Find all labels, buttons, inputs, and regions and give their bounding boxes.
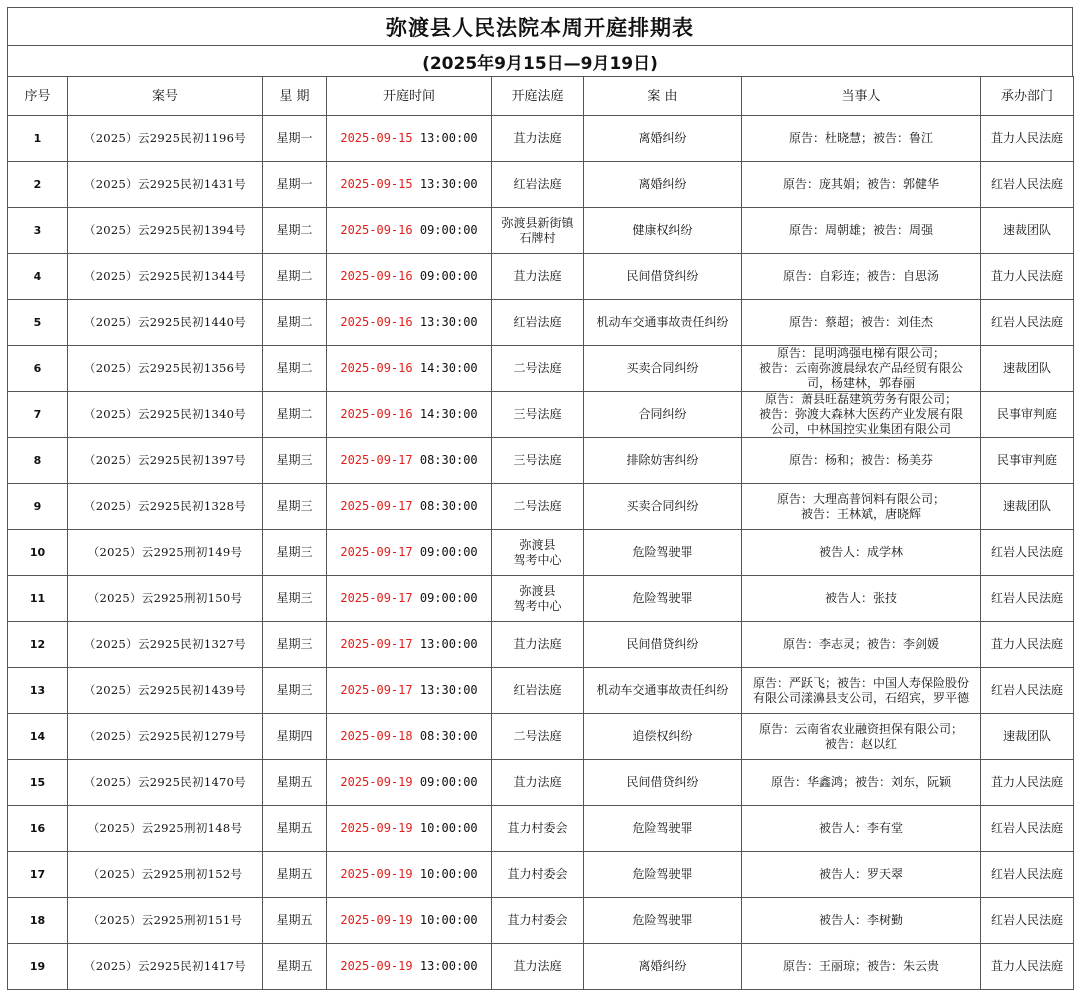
case-number: （2025）云2925刑初149号 (68, 530, 263, 576)
hearing-time (327, 806, 492, 852)
hearing-clock: 08:30:00 (419, 499, 478, 513)
case-cause: 离婚纠纷 (584, 162, 742, 208)
case-cause: 危险驾驶罪 (584, 576, 742, 622)
department: 民事审判庭 (981, 438, 1074, 484)
parties: 被告人：成学林 (742, 530, 981, 576)
hearing-date: 2025-09-19 (340, 867, 413, 881)
case-cause: 机动车交通事故责任纠纷 (584, 668, 742, 714)
parties: 被告人：李树勤 (742, 898, 981, 944)
table-row (8, 208, 1074, 254)
hearing-date: 2025-09-17 (340, 683, 413, 697)
table-row (8, 116, 1074, 162)
hearing-clock: 13:00:00 (419, 959, 478, 973)
case-cause: 危险驾驶罪 (584, 530, 742, 576)
case-cause: 危险驾驶罪 (584, 806, 742, 852)
hearing-date: 2025-09-16 (340, 269, 413, 283)
courtroom: 弥渡县 驾考中心 (492, 576, 584, 622)
hearing-clock: 13:30:00 (419, 683, 478, 697)
weekday: 星期五 (263, 806, 327, 852)
case-number: （2025）云2925民初1440号 (68, 300, 263, 346)
parties: 原告：昆明鸿强电梯有限公司； 被告：云南弥渡晨绿农产品经贸有限公 司，杨建林，郭春丽 (742, 346, 981, 392)
courtroom: 弥渡县 驾考中心 (492, 530, 584, 576)
case-number: （2025）云2925刑初152号 (68, 852, 263, 898)
hearing-clock: 10:00:00 (419, 821, 478, 835)
row-index: 19 (8, 944, 68, 990)
table-row (8, 530, 1074, 576)
weekday: 星期二 (263, 208, 327, 254)
table-row (8, 852, 1074, 898)
hearing-date: 2025-09-16 (340, 315, 413, 329)
weekday: 星期五 (263, 944, 327, 990)
table-row (8, 346, 1074, 392)
table-row (8, 622, 1074, 668)
case-cause: 民间借贷纠纷 (584, 622, 742, 668)
department: 红岩人民法庭 (981, 806, 1074, 852)
hearing-date: 2025-09-17 (340, 499, 413, 513)
table-header (8, 77, 1074, 116)
row-index: 14 (8, 714, 68, 760)
weekday: 星期三 (263, 530, 327, 576)
hearing-date: 2025-09-19 (340, 775, 413, 789)
department: 苴力人民法庭 (981, 622, 1074, 668)
hearing-date: 2025-09-19 (340, 913, 413, 927)
hearing-date: 2025-09-17 (340, 591, 413, 605)
case-number: （2025）云2925民初1431号 (68, 162, 263, 208)
weekday: 星期三 (263, 668, 327, 714)
schedule-table (7, 76, 1074, 990)
hearing-clock: 10:00:00 (419, 913, 478, 927)
header-case-number: 案号 (68, 77, 263, 116)
row-index: 9 (8, 484, 68, 530)
table-row (8, 576, 1074, 622)
weekday: 星期四 (263, 714, 327, 760)
table-row (8, 254, 1074, 300)
department: 苴力人民法庭 (981, 254, 1074, 300)
hearing-clock: 13:00:00 (419, 131, 478, 145)
department: 民事审判庭 (981, 392, 1074, 438)
table-row (8, 438, 1074, 484)
department: 红岩人民法庭 (981, 852, 1074, 898)
hearing-time (327, 438, 492, 484)
department: 速裁团队 (981, 714, 1074, 760)
hearing-clock: 09:00:00 (419, 775, 478, 789)
case-cause: 民间借贷纠纷 (584, 254, 742, 300)
parties: 原告：蔡超；被告：刘佳杰 (742, 300, 981, 346)
row-index: 12 (8, 622, 68, 668)
case-cause: 机动车交通事故责任纠纷 (584, 300, 742, 346)
case-number: （2025）云2925民初1470号 (68, 760, 263, 806)
hearing-time (327, 346, 492, 392)
weekday: 星期五 (263, 898, 327, 944)
hearing-time (327, 760, 492, 806)
department: 速裁团队 (981, 346, 1074, 392)
case-cause: 离婚纠纷 (584, 116, 742, 162)
hearing-clock: 10:00:00 (419, 867, 478, 881)
case-number: （2025）云2925民初1327号 (68, 622, 263, 668)
parties: 原告：自彩连；被告：自思汤 (742, 254, 981, 300)
table-row (8, 806, 1074, 852)
case-number: （2025）云2925民初1340号 (68, 392, 263, 438)
hearing-time (327, 530, 492, 576)
weekday: 星期一 (263, 162, 327, 208)
parties: 原告：华鑫鸿；被告：刘东，阮颖 (742, 760, 981, 806)
hearing-clock: 09:00:00 (419, 223, 478, 237)
courtroom: 弥渡县新街镇 石牌村 (492, 208, 584, 254)
hearing-date: 2025-09-17 (340, 545, 413, 559)
courtroom: 二号法庭 (492, 714, 584, 760)
header-parties: 当事人 (742, 77, 981, 116)
hearing-time (327, 392, 492, 438)
department: 红岩人民法庭 (981, 668, 1074, 714)
hearing-time (327, 484, 492, 530)
courtroom: 苴力村委会 (492, 898, 584, 944)
date-range-subtitle: (2025年9月15日—9月19日) (7, 45, 1073, 76)
courtroom: 三号法庭 (492, 438, 584, 484)
row-index: 10 (8, 530, 68, 576)
parties: 原告：大理高普饲料有限公司； 被告：王林斌，唐晓辉 (742, 484, 981, 530)
row-index: 7 (8, 392, 68, 438)
case-number: （2025）云2925刑初148号 (68, 806, 263, 852)
case-number: （2025）云2925民初1196号 (68, 116, 263, 162)
hearing-time (327, 208, 492, 254)
row-index: 3 (8, 208, 68, 254)
hearing-clock: 14:30:00 (419, 407, 478, 421)
case-number: （2025）云2925民初1279号 (68, 714, 263, 760)
hearing-time (327, 622, 492, 668)
row-index: 6 (8, 346, 68, 392)
header-weekday: 星 期 (263, 77, 327, 116)
parties: 原告：杜晓慧；被告：鲁江 (742, 116, 981, 162)
case-number: （2025）云2925民初1397号 (68, 438, 263, 484)
department: 速裁团队 (981, 208, 1074, 254)
table-row (8, 760, 1074, 806)
parties: 被告人：张技 (742, 576, 981, 622)
department: 红岩人民法庭 (981, 162, 1074, 208)
case-cause: 排除妨害纠纷 (584, 438, 742, 484)
courtroom: 二号法庭 (492, 484, 584, 530)
case-number: （2025）云2925民初1417号 (68, 944, 263, 990)
hearing-clock: 13:30:00 (419, 315, 478, 329)
case-cause: 合同纠纷 (584, 392, 742, 438)
courtroom: 红岩法庭 (492, 162, 584, 208)
courtroom: 苴力法庭 (492, 622, 584, 668)
hearing-time (327, 162, 492, 208)
hearing-time (327, 714, 492, 760)
hearing-date: 2025-09-15 (340, 131, 413, 145)
parties: 原告：云南省农业融资担保有限公司； 被告：赵以红 (742, 714, 981, 760)
weekday: 星期二 (263, 346, 327, 392)
hearing-clock: 09:00:00 (419, 545, 478, 559)
courtroom: 苴力法庭 (492, 760, 584, 806)
hearing-date: 2025-09-16 (340, 223, 413, 237)
hearing-date: 2025-09-17 (340, 637, 413, 651)
department: 红岩人民法庭 (981, 898, 1074, 944)
case-cause: 追偿权纠纷 (584, 714, 742, 760)
hearing-date: 2025-09-19 (340, 821, 413, 835)
table-row (8, 484, 1074, 530)
parties: 原告：庞其娟；被告：郭健华 (742, 162, 981, 208)
hearing-clock: 08:30:00 (419, 729, 478, 743)
hearing-clock: 09:00:00 (419, 591, 478, 605)
case-cause: 健康权纠纷 (584, 208, 742, 254)
hearing-date: 2025-09-15 (340, 177, 413, 191)
hearing-clock: 09:00:00 (419, 269, 478, 283)
parties: 原告：李志灵；被告：李剑媛 (742, 622, 981, 668)
courtroom: 苴力村委会 (492, 852, 584, 898)
hearing-date: 2025-09-16 (340, 361, 413, 375)
department: 苴力人民法庭 (981, 760, 1074, 806)
case-number: （2025）云2925民初1328号 (68, 484, 263, 530)
courtroom: 三号法庭 (492, 392, 584, 438)
case-number: （2025）云2925民初1344号 (68, 254, 263, 300)
parties: 原告：周朝雄；被告：周强 (742, 208, 981, 254)
table-row (8, 162, 1074, 208)
table-body (8, 116, 1074, 990)
department: 速裁团队 (981, 484, 1074, 530)
hearing-time (327, 300, 492, 346)
page-title: 弥渡县人民法院本周开庭排期表 (7, 7, 1073, 45)
schedule-sheet (7, 7, 1073, 990)
hearing-clock: 13:00:00 (419, 637, 478, 651)
header-hearing-time: 开庭时间 (327, 77, 492, 116)
parties: 原告：杨和；被告：杨美芬 (742, 438, 981, 484)
case-cause: 买卖合同纠纷 (584, 346, 742, 392)
case-cause: 危险驾驶罪 (584, 852, 742, 898)
row-index: 13 (8, 668, 68, 714)
table-row (8, 300, 1074, 346)
hearing-date: 2025-09-16 (340, 407, 413, 421)
weekday: 星期三 (263, 484, 327, 530)
row-index: 11 (8, 576, 68, 622)
hearing-clock: 08:30:00 (419, 453, 478, 467)
hearing-time (327, 852, 492, 898)
weekday: 星期五 (263, 760, 327, 806)
case-cause: 危险驾驶罪 (584, 898, 742, 944)
courtroom: 二号法庭 (492, 346, 584, 392)
hearing-time (327, 576, 492, 622)
case-number: （2025）云2925民初1439号 (68, 668, 263, 714)
courtroom: 苴力村委会 (492, 806, 584, 852)
case-number: （2025）云2925刑初150号 (68, 576, 263, 622)
table-row (8, 898, 1074, 944)
hearing-time (327, 116, 492, 162)
row-index: 5 (8, 300, 68, 346)
hearing-time (327, 944, 492, 990)
weekday: 星期三 (263, 438, 327, 484)
parties: 原告：王丽琼；被告：朱云贵 (742, 944, 981, 990)
case-number: （2025）云2925刑初151号 (68, 898, 263, 944)
weekday: 星期二 (263, 392, 327, 438)
hearing-date: 2025-09-18 (340, 729, 413, 743)
table-row (8, 944, 1074, 990)
case-number: （2025）云2925民初1394号 (68, 208, 263, 254)
header-courtroom: 开庭法庭 (492, 77, 584, 116)
case-cause: 买卖合同纠纷 (584, 484, 742, 530)
hearing-date: 2025-09-17 (340, 453, 413, 467)
department: 红岩人民法庭 (981, 576, 1074, 622)
row-index: 1 (8, 116, 68, 162)
department: 苴力人民法庭 (981, 944, 1074, 990)
row-index: 4 (8, 254, 68, 300)
row-index: 16 (8, 806, 68, 852)
weekday: 星期三 (263, 576, 327, 622)
courtroom: 红岩法庭 (492, 300, 584, 346)
courtroom: 苴力法庭 (492, 116, 584, 162)
courtroom: 苴力法庭 (492, 944, 584, 990)
header-index: 序号 (8, 77, 68, 116)
weekday: 星期二 (263, 254, 327, 300)
courtroom: 苴力法庭 (492, 254, 584, 300)
hearing-clock: 13:30:00 (419, 177, 478, 191)
hearing-date: 2025-09-19 (340, 959, 413, 973)
parties: 原告：严跃飞；被告：中国人寿保险股份 有限公司漾濞县支公司，石绍宾，罗平德 (742, 668, 981, 714)
hearing-clock: 14:30:00 (419, 361, 478, 375)
department: 苴力人民法庭 (981, 116, 1074, 162)
hearing-time (327, 668, 492, 714)
header-department: 承办部门 (981, 77, 1074, 116)
case-cause: 离婚纠纷 (584, 944, 742, 990)
weekday: 星期三 (263, 622, 327, 668)
parties: 原告：萧县旺磊建筑劳务有限公司； 被告：弥渡大森林大医药产业发展有限 公司，中林国控实业集团有限公司 (742, 392, 981, 438)
row-index: 15 (8, 760, 68, 806)
hearing-time (327, 898, 492, 944)
table-row (8, 714, 1074, 760)
weekday: 星期一 (263, 116, 327, 162)
department: 红岩人民法庭 (981, 300, 1074, 346)
weekday: 星期二 (263, 300, 327, 346)
hearing-time (327, 254, 492, 300)
courtroom: 红岩法庭 (492, 668, 584, 714)
parties: 被告人：罗天翠 (742, 852, 981, 898)
table-row (8, 668, 1074, 714)
weekday: 星期五 (263, 852, 327, 898)
header-cause: 案 由 (584, 77, 742, 116)
row-index: 2 (8, 162, 68, 208)
row-index: 17 (8, 852, 68, 898)
row-index: 8 (8, 438, 68, 484)
case-cause: 民间借贷纠纷 (584, 760, 742, 806)
department: 红岩人民法庭 (981, 530, 1074, 576)
table-row (8, 392, 1074, 438)
case-number: （2025）云2925民初1356号 (68, 346, 263, 392)
parties: 被告人：李有堂 (742, 806, 981, 852)
row-index: 18 (8, 898, 68, 944)
